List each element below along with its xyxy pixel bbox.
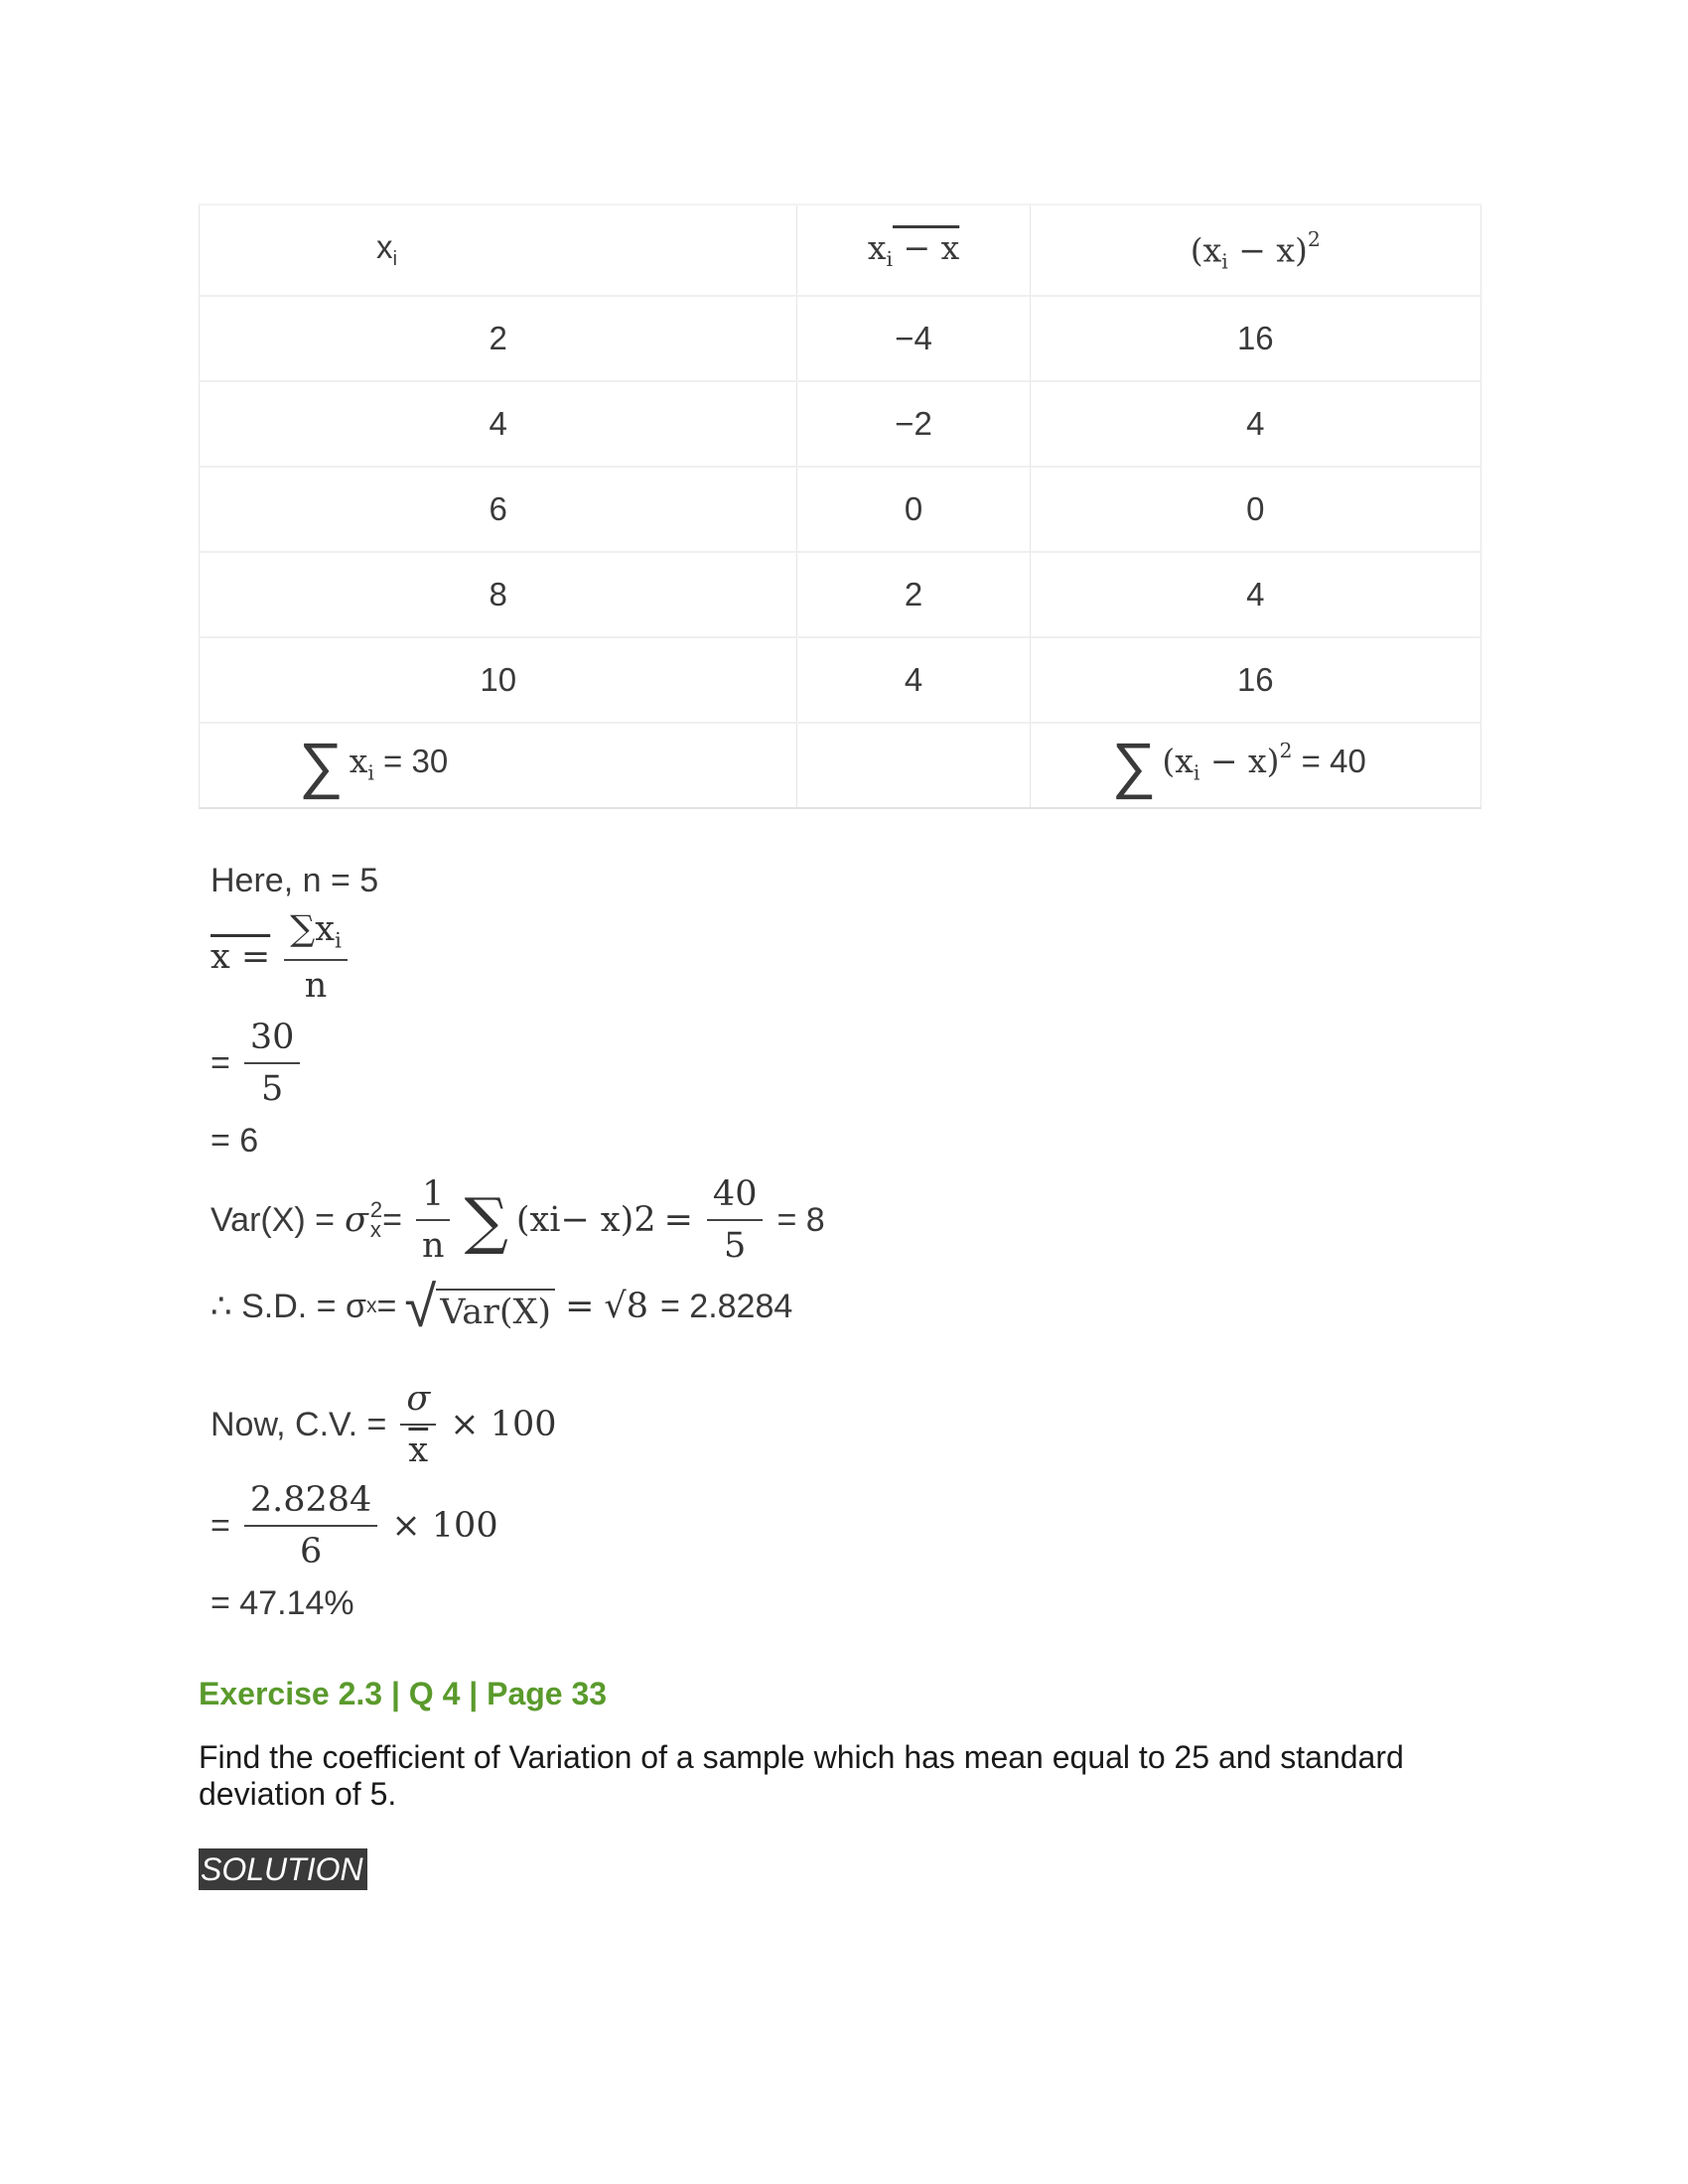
cv-result-text: = 47.14% bbox=[211, 1584, 354, 1622]
table-header-row bbox=[200, 205, 1481, 296]
mean-formula bbox=[211, 908, 361, 1007]
mean-step-den: 5 bbox=[260, 1069, 284, 1109]
cv-step-eq: = bbox=[211, 1506, 230, 1545]
cv-label: Now, C.V. = bbox=[211, 1405, 387, 1443]
var-sub: x bbox=[369, 1217, 381, 1242]
cell-xi: 8 bbox=[200, 552, 797, 637]
cell-xi: 6 bbox=[200, 467, 797, 552]
table-row bbox=[200, 296, 1481, 381]
header-sq-sub: i bbox=[1221, 249, 1228, 274]
sqrt-var-radicand: Var(X) bbox=[436, 1289, 555, 1332]
question-text: Find the coefficient of Variation of a sample which has mean equal to 25 and standard deviation of 5. bbox=[199, 1739, 1404, 1812]
var-sum-symbol: ∑ bbox=[464, 1183, 508, 1257]
var-expr-mid: − x) bbox=[560, 1200, 634, 1240]
sd-label: ∴ S.D. = σ bbox=[211, 1288, 366, 1326]
cv-step-den: 6 bbox=[299, 1532, 323, 1571]
header-dev-mean: − x bbox=[893, 228, 960, 268]
mean-lhs: x = bbox=[211, 937, 271, 978]
cv-num: σ bbox=[400, 1378, 436, 1426]
cv-result bbox=[211, 1584, 354, 1623]
cv-formula bbox=[211, 1378, 557, 1471]
mean-step-fraction bbox=[244, 1017, 301, 1110]
var-den2: 5 bbox=[724, 1226, 747, 1266]
var-expr-sup: 2 bbox=[633, 1200, 656, 1240]
sum-sq-mid: − x) bbox=[1199, 742, 1280, 781]
standard-deviation bbox=[211, 1273, 793, 1340]
var-label: Var(X) = bbox=[211, 1200, 336, 1239]
header-dev-sub: i bbox=[886, 247, 893, 272]
cell-deviation: −4 bbox=[797, 296, 1030, 381]
mean-result-text: = 6 bbox=[211, 1122, 259, 1160]
mean-num: ∑x bbox=[290, 909, 335, 949]
sqrt-var bbox=[404, 1273, 555, 1340]
var-num2: 40 bbox=[707, 1173, 764, 1221]
header-xi-var: x bbox=[376, 228, 393, 266]
sigma-symbol: ∑ bbox=[299, 731, 344, 800]
mean-step bbox=[211, 1017, 314, 1110]
table-row bbox=[200, 552, 1481, 637]
sd-result: = 2.8284 bbox=[659, 1287, 793, 1325]
cell-deviation: −2 bbox=[797, 381, 1030, 467]
solution-button[interactable]: SOLUTION bbox=[199, 1848, 367, 1890]
mean-step-num: 30 bbox=[244, 1017, 301, 1064]
var-forty-over-five bbox=[707, 1173, 764, 1267]
var-sigma-indices bbox=[369, 1197, 383, 1242]
cv-step-num: 2.8284 bbox=[244, 1479, 377, 1527]
header-deviation-squared bbox=[1030, 205, 1480, 296]
sd-eq: = bbox=[376, 1287, 397, 1325]
deviation-table bbox=[199, 204, 1481, 809]
cell-deviation: 0 bbox=[797, 467, 1030, 552]
header-sq-mid: − x) bbox=[1227, 230, 1308, 270]
cell-deviation-squared: 0 bbox=[1030, 467, 1480, 552]
cv-step bbox=[211, 1479, 498, 1572]
var-sigma: σ bbox=[345, 1200, 368, 1240]
header-xi-sub: i bbox=[392, 247, 398, 271]
sum-empty bbox=[797, 723, 1030, 808]
cell-xi: 4 bbox=[200, 381, 797, 467]
cv-den: x bbox=[408, 1431, 429, 1470]
radical-sign: √ bbox=[404, 1273, 437, 1340]
sd-sub: x bbox=[365, 1295, 377, 1318]
var-eq1: = bbox=[382, 1200, 403, 1239]
cv-fraction bbox=[400, 1378, 436, 1471]
mean-den: n bbox=[304, 965, 328, 1006]
mean-result bbox=[211, 1122, 258, 1160]
sum-sq-open: (x bbox=[1162, 742, 1194, 781]
cv-step-fraction bbox=[244, 1479, 377, 1572]
sum-xi-var: x bbox=[349, 742, 368, 781]
header-sq-sup: 2 bbox=[1307, 226, 1321, 251]
var-frac-den: n bbox=[422, 1226, 445, 1266]
table-row bbox=[200, 637, 1481, 723]
sum-sq-value: = 40 bbox=[1292, 743, 1366, 780]
sum-deviation-squared bbox=[1030, 723, 1480, 808]
given-n bbox=[211, 862, 378, 900]
header-xi bbox=[200, 205, 797, 296]
var-frac-num: 1 bbox=[416, 1173, 450, 1221]
header-deviation bbox=[797, 205, 1030, 296]
mean-num-sub: i bbox=[334, 928, 342, 954]
sqrt-eight: √8 bbox=[604, 1287, 648, 1327]
cell-deviation: 4 bbox=[797, 637, 1030, 723]
var-one-over-n bbox=[416, 1173, 451, 1267]
exercise-heading[interactable]: Exercise 2.3 | Q 4 | Page 33 bbox=[199, 1676, 608, 1711]
cv-step-times: × 100 bbox=[391, 1506, 498, 1546]
cell-xi: 10 bbox=[200, 637, 797, 723]
var-expr-sub: i bbox=[549, 1200, 561, 1240]
sum-sq-sup: 2 bbox=[1279, 738, 1293, 762]
sum-xi-sub: i bbox=[367, 760, 374, 785]
cell-xi: 2 bbox=[200, 296, 797, 381]
var-result: = 8 bbox=[776, 1200, 825, 1239]
mean-step-eq: = bbox=[211, 1043, 230, 1082]
header-dev-var: x bbox=[867, 228, 887, 268]
cell-deviation: 2 bbox=[797, 552, 1030, 637]
sum-xi-value: = 30 bbox=[373, 743, 449, 780]
sd-eq2: = bbox=[565, 1287, 595, 1327]
var-sup: 2 bbox=[369, 1197, 383, 1222]
sum-sq-sub: i bbox=[1193, 760, 1200, 785]
given-n-text: Here, n = 5 bbox=[211, 862, 379, 899]
table-row bbox=[200, 467, 1481, 552]
header-sq-open: (x bbox=[1190, 230, 1222, 270]
sum-xi bbox=[200, 723, 797, 808]
cell-deviation-squared: 16 bbox=[1030, 296, 1480, 381]
var-eq2: = bbox=[663, 1200, 693, 1240]
mean-fraction bbox=[284, 908, 348, 1007]
cell-deviation-squared: 4 bbox=[1030, 381, 1480, 467]
cell-deviation-squared: 16 bbox=[1030, 637, 1480, 723]
var-expr-open: (x bbox=[515, 1200, 550, 1240]
cell-deviation-squared: 4 bbox=[1030, 552, 1480, 637]
table-sum-row bbox=[200, 723, 1481, 808]
cv-times: × 100 bbox=[450, 1405, 557, 1444]
sigma-symbol: ∑ bbox=[1111, 731, 1157, 800]
table-row bbox=[200, 381, 1481, 467]
variance-formula bbox=[211, 1173, 825, 1267]
